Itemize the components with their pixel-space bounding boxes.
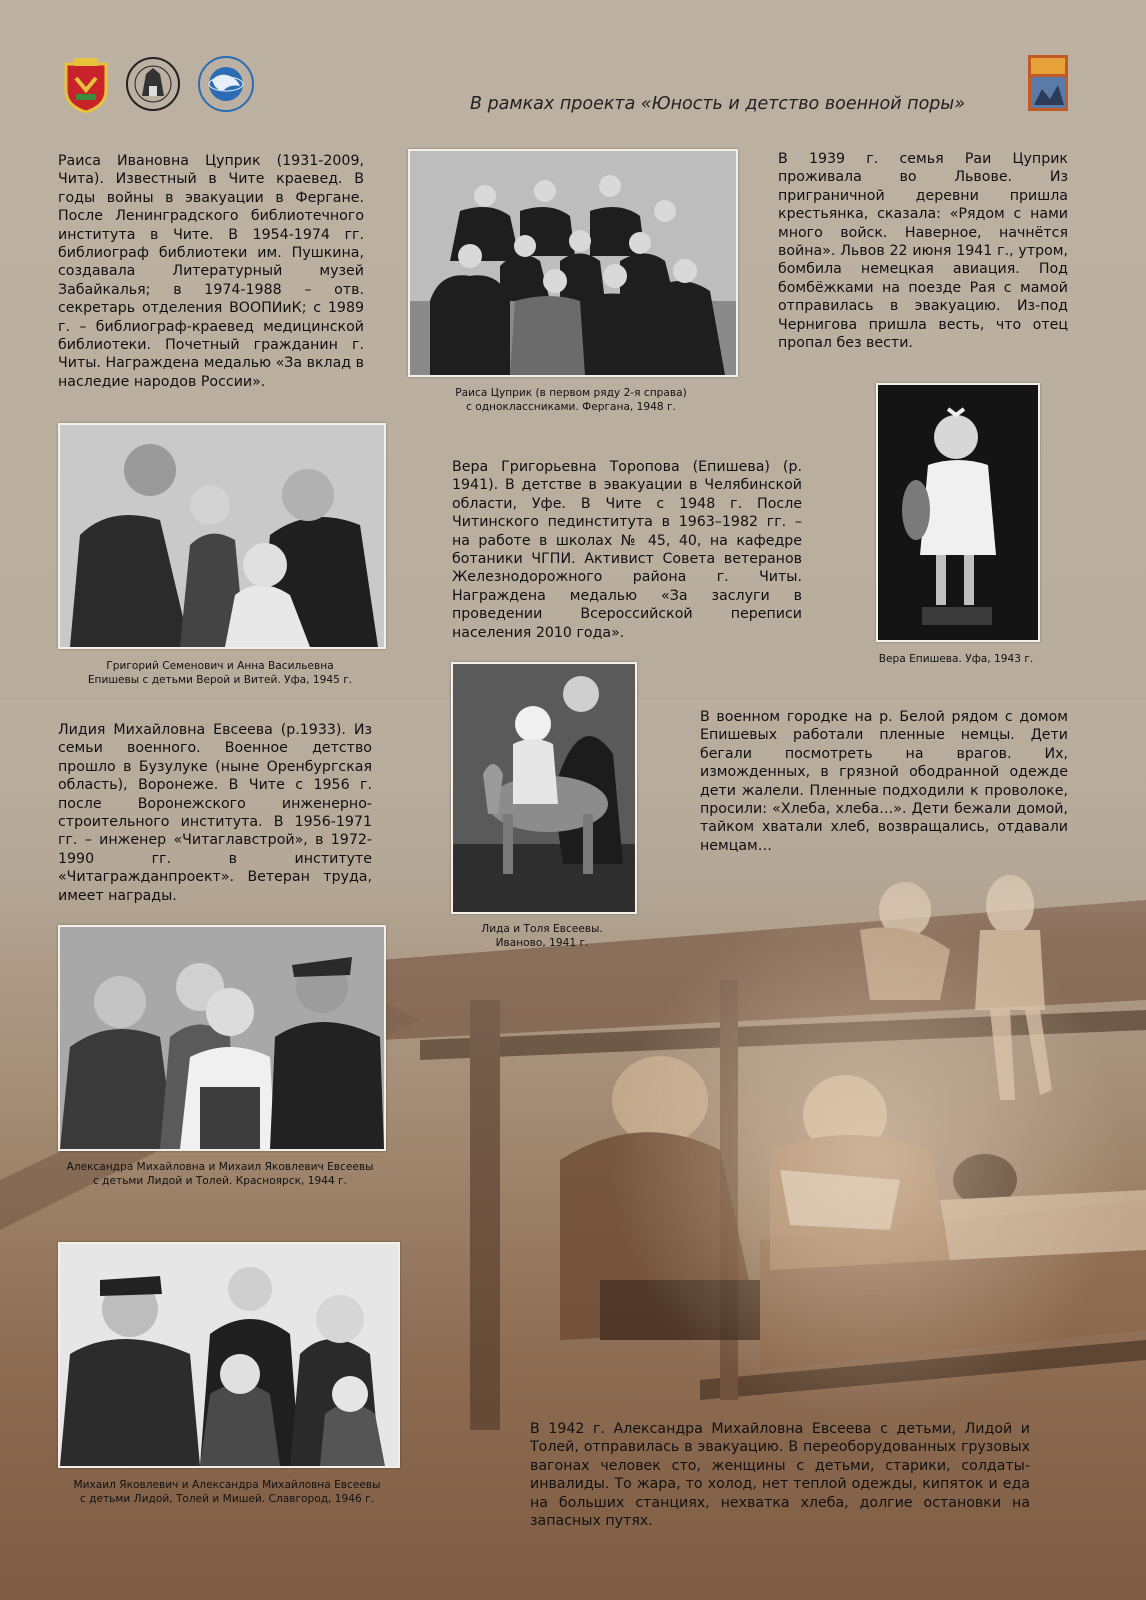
caption-line: с детьми Лидой, Толей и Мишей. Славгород, 1946 г.: [79, 1493, 375, 1505]
geographic-society-globe-icon: [190, 54, 262, 114]
evseev-family-1946-photo: [58, 1242, 400, 1468]
project-title: В рамках проекта «Юность и детство военной поры»: [470, 94, 966, 114]
caption-line: Лида и Толя Евсеевы.: [481, 923, 603, 935]
tsuprik-story: В 1939 г. семья Раи Цуприк проживала во Львове. Из приграничной деревни пришла крестьянка, сказала: «Рядом с нами много войск. Наверное, начнётся война». Львов 22 июня 1941 г., утром, бомбила немецкая авиация. Под бомбёжками на поезде Рая с мамой отправилась в эвакуацию. Из-под Чернигова пришла весть, что отец пропал без вести.: [778, 151, 1068, 352]
caption-line: Епишевы с детьми Верой и Витей. Уфа, 1945 г.: [87, 674, 353, 686]
epishev-family-photo: [58, 423, 386, 649]
caption-line: Раиса Цуприк (в первом ряду 2-я справа): [455, 387, 687, 399]
evseev-family-1946-caption: [40, 1478, 414, 1506]
toropova-biography: Вера Григорьевна Торопова (Епишева) (р. 1941). В детстве в эвакуации в Челябинской области, Уфе. В Чите с 1948 г. После Читинского пединститута в 1963–1982 гг. – на работе в школах № 45, 40, на кафедре ботаники ЧГПИ. Активист Совета ветеранов Железнодорожного района г. Читы. Награждена медалью «За заслуги в проведении Всероссийской переписи населения 2010 года».: [452, 459, 802, 641]
book-cover-thumbnail: [1028, 55, 1068, 111]
evseeva-biography: Лидия Михайловна Евсеева (р.1933). Из семьи военного. Военное детство прошло в Бузулуке (ныне Оренбургская область), Воронеже. В Чите с 1956 г. после Воронежского инженерно-строительного института. В 1956-1971 гг. – инженер «Читаглавстрой», в 1972-1990 гг. в институте «Читагражданпроект». Ветеран труда, имеет награды.: [58, 722, 372, 904]
caption-line: Михаил Яковлевич и Александра Михайловна Евсеевы: [73, 1479, 381, 1491]
caption-line: Иваново, 1941 г.: [495, 937, 589, 949]
coat-of-arms-icon: [60, 56, 112, 114]
vera-portrait-photo: [876, 383, 1040, 642]
caption-line: Григорий Семенович и Анна Васильевна: [106, 660, 334, 672]
epishev-family-caption: [58, 659, 382, 687]
evseev-family-1944-caption: [40, 1160, 400, 1188]
class-photo-caption: [418, 386, 724, 414]
caption-line: с детьми Лидой и Толей. Красноярск, 1944 г.: [92, 1175, 347, 1187]
caption-line: Вера Епишева. Уфа, 1943 г.: [878, 653, 1034, 665]
class-photo: [408, 149, 738, 377]
lida-tolya-photo: [451, 662, 637, 914]
vera-portrait-caption: [856, 652, 1056, 666]
caption-line: Александра Михайловна и Михаил Яковлевич Евсеевы: [66, 1161, 374, 1173]
lida-tolya-caption: [451, 922, 633, 950]
caption-line: с одноклассниками. Фергана, 1948 г.: [466, 401, 676, 413]
tsuprik-biography: Раиса Ивановна Цуприк (1931-2009, Чита). Известный в Чите краевед. В годы войны в эвакуации в Фергане. После Ленинградского библиотечного института в Чите. В 1954-1974 гг. библиограф библиотеки им. Пушкина, создавала Литературный музей Забайкалья; в 1974-1988 – отв. секретарь отделения ВООПИиК; с 1989 г. – библиограф-краевед медицинской библиотеки. Почетный гражданин г. Читы. Награждена медалью «За вклад в наследие народов России».: [58, 153, 364, 390]
library-emblem-icon: [120, 56, 186, 112]
evseev-family-1944-photo: [58, 925, 386, 1151]
evacuation-story: В 1942 г. Александра Михайловна Евсеева с детьми, Лидой и Толей, отправилась в эвакуацию. В переоборудованных грузовых вагонах человек сто, женщины с детьми, старики, солдаты-инвалиды. То жара, то холод, нет теплой одежды, кипяток и еда на больших станциях, нехватка хлеба, долгие остановки на запасных путях.: [530, 1421, 1030, 1530]
epishev-story: В военном городке на р. Белой рядом с домом Епишевых работали пленные немцы. Дети бегали посмотреть на врагов. Их, изможденных, в грязной ободранной одежде дети жалели. Пленные подходили к проволоке, просили: «Хлеба, хлеба…». Дети бежали домой, тайком хватали хлеб, возвращались, отдавали немцам…: [700, 709, 1068, 854]
